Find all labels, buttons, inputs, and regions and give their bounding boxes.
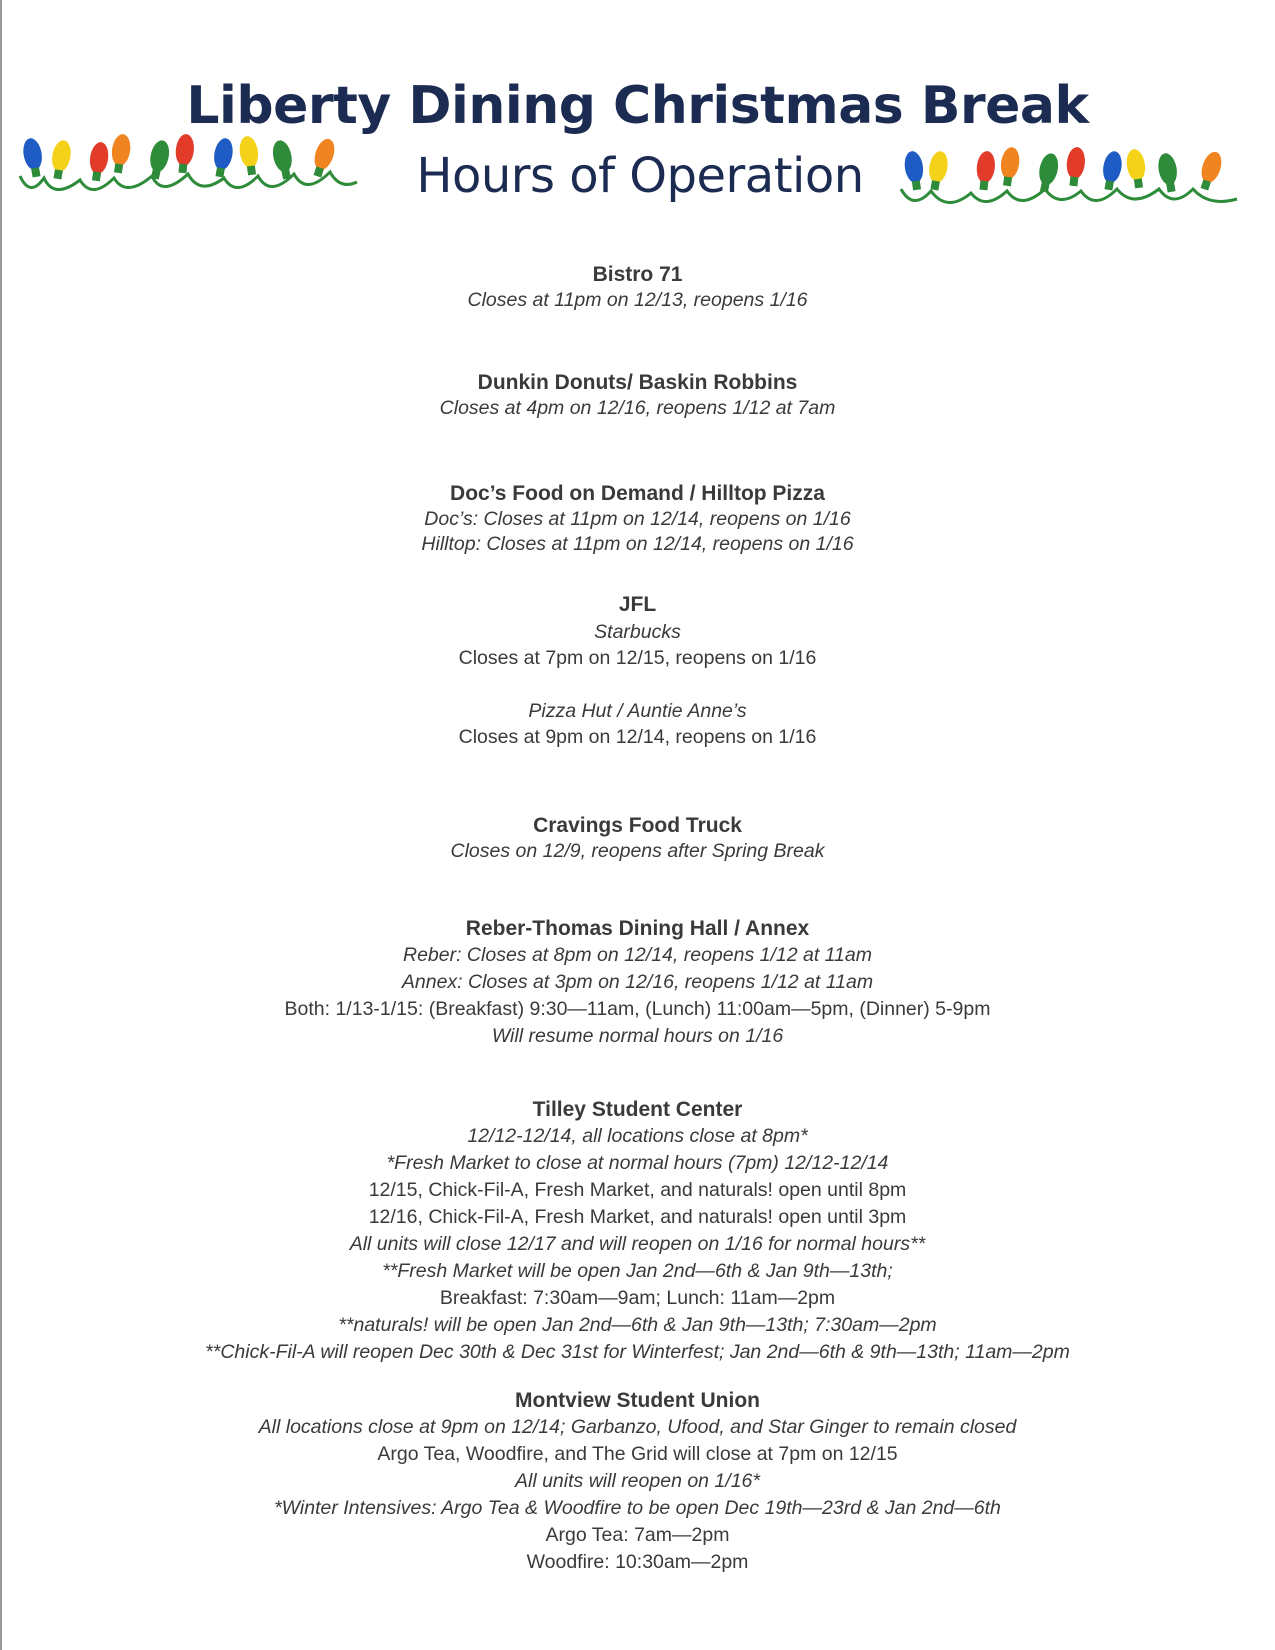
section-heading-tilley: Tilley Student Center <box>532 1098 743 1121</box>
section-detail: *Fresh Market to close at normal hours (7pm) 12/12-12/14 <box>386 1152 889 1174</box>
section-detail: 12/15, Chick-Fil-A, Fresh Market, and naturals! open until 8pm <box>368 1179 907 1201</box>
section-detail: Closes at 4pm on 12/16, reopens 1/12 at 7am <box>439 397 836 419</box>
section-heading-reber: Reber-Thomas Dining Hall / Annex <box>465 917 810 940</box>
section-heading-dunkin: Dunkin Donuts/ Baskin Robbins <box>477 371 798 394</box>
section-detail: **Fresh Market will be open Jan 2nd—6th & Jan 9th—13th; <box>382 1260 893 1282</box>
section-detail: Annex: Closes at 3pm on 12/16, reopens 1/12 at 11am <box>401 971 874 993</box>
section-detail: All locations close at 9pm on 12/14; Garbanzo, Ufood, and Star Ginger to remain closed <box>258 1416 1017 1438</box>
section-detail: Closes at 7pm on 12/15, reopens on 1/16 <box>458 647 817 669</box>
section-detail: Closes at 9pm on 12/14, reopens on 1/16 <box>458 726 817 748</box>
section-detail: 12/16, Chick-Fil-A, Fresh Market, and naturals! open until 3pm <box>368 1206 907 1228</box>
section-detail: Pizza Hut / Auntie Anne’s <box>528 700 747 722</box>
section-detail: **naturals! will be open Jan 2nd—6th & Jan 9th—13th; 7:30am—2pm <box>338 1314 937 1336</box>
section-detail: Closes at 11pm on 12/13, reopens 1/16 <box>467 289 808 311</box>
section-heading-bistro: Bistro 71 <box>592 263 683 286</box>
section-detail: Will resume normal hours on 1/16 <box>491 1025 784 1047</box>
section-detail: Argo Tea: 7am—2pm <box>545 1524 730 1546</box>
section-detail: Woodfire: 10:30am—2pm <box>526 1551 749 1573</box>
section-detail: **Chick-Fil-A will reopen Dec 30th & Dec 31st for Winterfest; Jan 2nd—6th & 9th—13th; 11am—2pm <box>205 1341 1070 1363</box>
section-detail: Doc’s: Closes at 11pm on 12/14, reopens on 1/16 <box>424 508 851 530</box>
section-detail: Closes on 12/9, reopens after Spring Break <box>450 840 825 862</box>
section-heading-cravings: Cravings Food Truck <box>533 814 742 837</box>
section-heading-jfl: JFL <box>618 593 657 616</box>
page-title: Liberty Dining Christmas Break <box>186 76 1089 136</box>
section-detail: All units will close 12/17 and will reopen on 1/16 for normal hours** <box>349 1233 926 1255</box>
section-detail: Argo Tea, Woodfire, and The Grid will close at 7pm on 12/15 <box>377 1443 898 1465</box>
section-detail: Reber: Closes at 8pm on 12/14, reopens 1/12 at 11am <box>402 944 872 966</box>
page-subtitle: Hours of Operation <box>416 148 864 204</box>
section-heading-docs: Doc’s Food on Demand / Hilltop Pizza <box>450 482 825 505</box>
section-detail: Starbucks <box>594 621 681 643</box>
section-detail: *Winter Intensives: Argo Tea & Woodfire to be open Dec 19th—23rd & Jan 2nd—6th <box>274 1497 1001 1519</box>
section-detail: Breakfast: 7:30am—9am; Lunch: 11am—2pm <box>439 1287 836 1309</box>
section-heading-montview: Montview Student Union <box>515 1389 760 1412</box>
section-detail: All units will reopen on 1/16* <box>515 1470 760 1492</box>
section-detail: Both: 1/13-1/15: (Breakfast) 9:30—11am, (Lunch) 11:00am—5pm, (Dinner) 5-9pm <box>284 998 991 1020</box>
section-detail: 12/12-12/14, all locations close at 8pm* <box>467 1125 808 1147</box>
section-detail: Hilltop: Closes at 11pm on 12/14, reopens on 1/16 <box>421 533 854 555</box>
